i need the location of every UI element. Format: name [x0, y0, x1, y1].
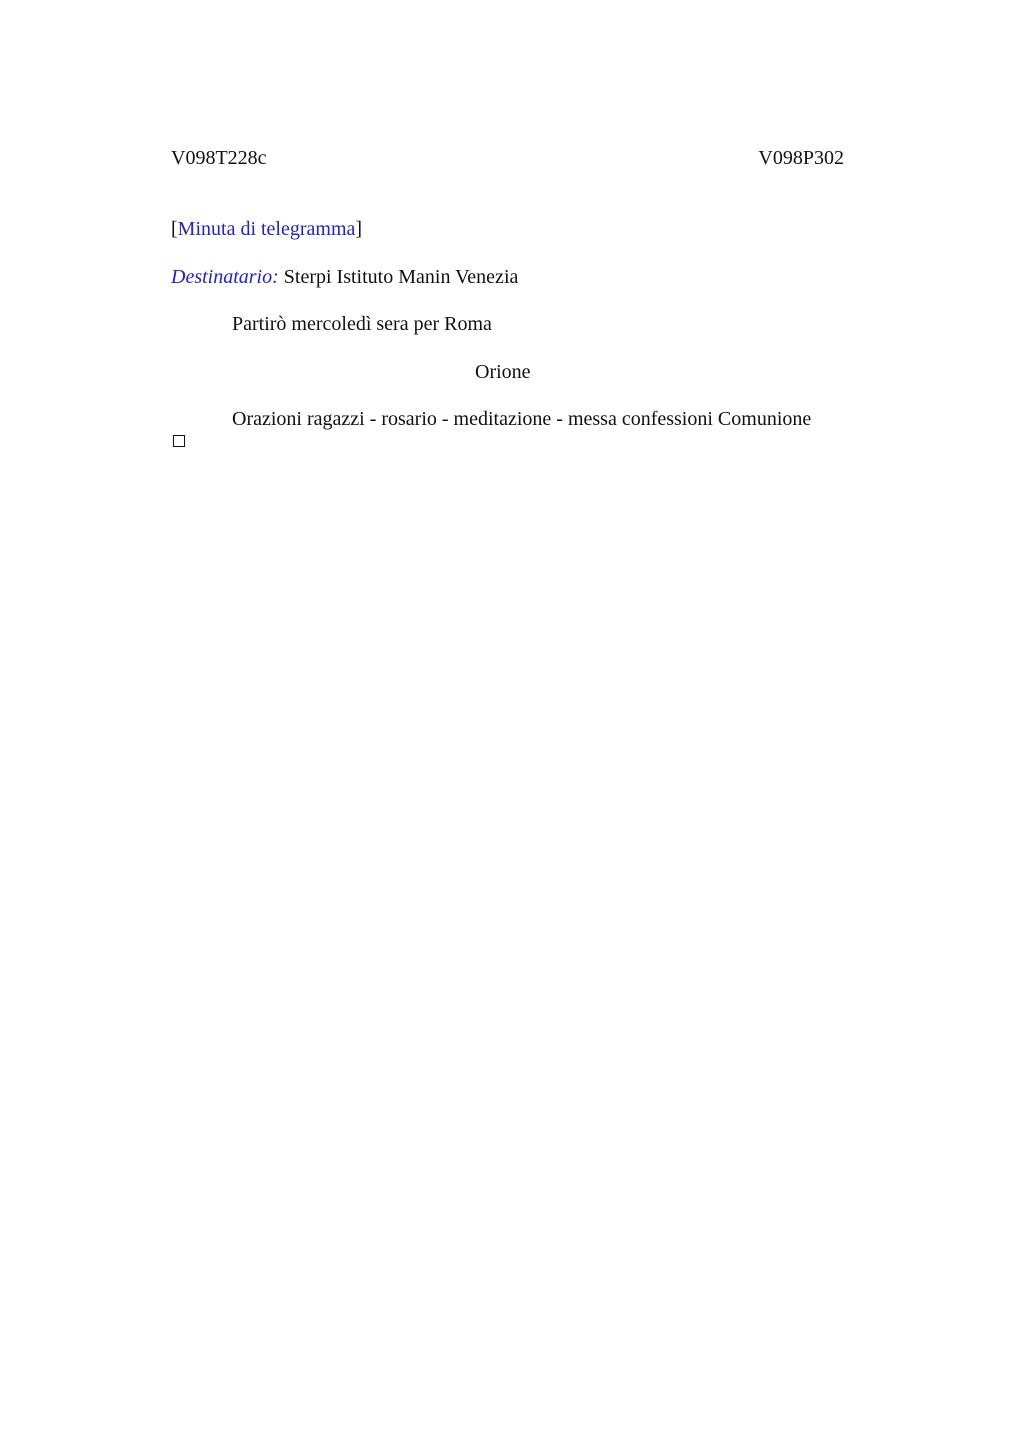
document-type-label: Minuta di telegramma: [177, 218, 356, 240]
telegram-text-line-2: Orazioni ragazzi - rosario - meditazione - messa confessioni Comunione: [232, 408, 812, 430]
telegram-text-line-1: Partirò mercoledì sera per Roma: [232, 313, 492, 335]
document-code-right: V098P302: [758, 147, 844, 169]
signature: Orione: [475, 361, 531, 383]
open-bracket: [: [171, 218, 178, 240]
recipient-label: Destinatario:: [171, 266, 279, 288]
recipient-line: [171, 265, 518, 289]
recipient-value: Sterpi Istituto Manin Venezia: [283, 266, 519, 288]
close-bracket: ]: [355, 218, 363, 240]
checkbox-icon: [173, 435, 185, 447]
document-type: [171, 217, 362, 241]
document-code-left: V098T228c: [171, 147, 267, 169]
